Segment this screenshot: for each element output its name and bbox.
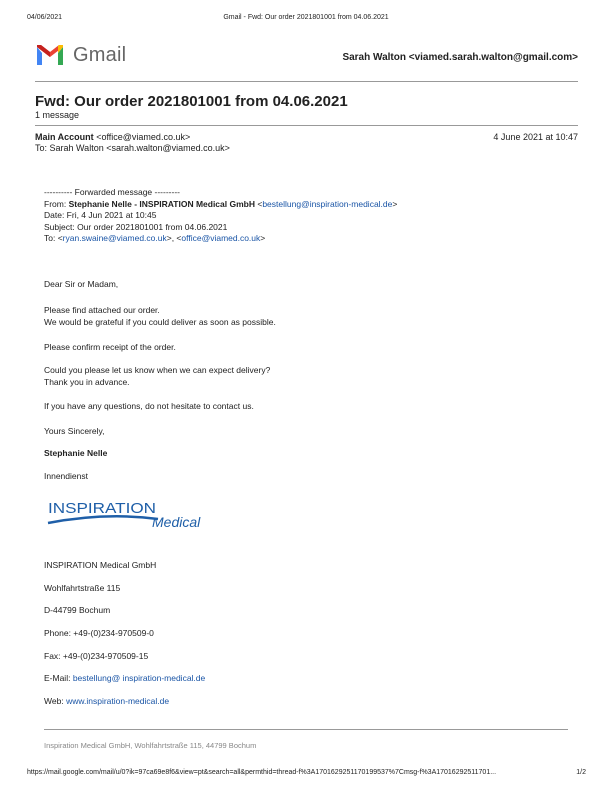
signature-company: INSPIRATION Medical GmbH: [44, 560, 157, 570]
print-date: 04/06/2021: [27, 14, 63, 21]
greeting: Dear Sir or Madam,: [44, 279, 119, 289]
signature-email: [44, 673, 205, 685]
forwarded-to-label: To:: [44, 233, 56, 243]
header-divider: [35, 81, 578, 82]
forwarded-from-name: Stephanie Nelle - INSPIRATION Medical GmbH: [68, 198, 255, 209]
signer-department: Innendienst: [44, 471, 88, 481]
from-email: <office@viamed.co.uk>: [96, 132, 191, 142]
forwarded-block: [44, 187, 397, 245]
signature-email-link[interactable]: bestellung@ inspiration-medical.de: [72, 673, 206, 683]
logo-text-medical: Medical: [152, 514, 201, 530]
gmail-envelope-icon: [35, 44, 65, 67]
inspiration-medical-logo: [46, 498, 202, 534]
account-label: Sarah Walton <viamed.sarah.walton@gmail.com>: [342, 52, 578, 63]
subject-divider: [35, 125, 578, 126]
signature-web-link[interactable]: www.inspiration-medical.de: [66, 696, 170, 706]
message-count: 1 message: [35, 110, 80, 120]
paragraph-3-line-2: Thank you in advance.: [44, 376, 130, 387]
paragraph-2: Please confirm receipt of the order.: [44, 342, 176, 352]
thread-subject: Fwd: Our order 2021801001 from 04.06.2021: [35, 93, 348, 110]
gmail-wordmark: Gmail: [73, 44, 127, 66]
signature-fax: Fax: +49-(0)234-970509-15: [44, 651, 149, 661]
message-date: 4 June 2021 at 10:47: [493, 132, 578, 142]
print-url: https://mail.google.com/mail/u/0?ik=97ca69e8f6&view=pt&search=all&permthid=thread-f%3A1701629251170199537%7Cmsg-f%3A17016292511701...: [27, 769, 497, 776]
inspiration-medical-logo-graphic: [46, 498, 202, 534]
signature-footer: Inspiration Medical GmbH, Wohlfahrtstraße 115, 44799 Bochum: [44, 741, 257, 750]
paragraph-1-line-2: We would be grateful if you could deliver as soon as possible.: [44, 316, 276, 327]
signature-web-label: Web:: [44, 696, 64, 706]
signature-email-label: E-Mail:: [44, 673, 71, 683]
signature-street: Wohlfahrtstraße 115: [44, 583, 121, 593]
print-title: Gmail - Fwd: Our order 2021801001 from 04.06.2021: [223, 14, 389, 21]
closing: Yours Sincerely,: [44, 426, 105, 436]
forwarded-from-email-link[interactable]: bestellung@inspiration-medical.de: [262, 198, 393, 209]
logo-text-inspiration: INSPIRATION: [48, 500, 156, 517]
forwarded-from-label: From:: [44, 198, 67, 209]
signature-phone: Phone: +49-(0)234-970509-0: [44, 628, 154, 638]
forwarded-date: Date: Fri, 4 Jun 2021 at 10:45: [44, 210, 157, 220]
forwarded-to-email-link-2[interactable]: office@viamed.co.uk: [181, 233, 261, 243]
forwarded-from: From: Stephanie Nelle - INSPIRATION Medical GmbH <bestellung@inspiration-medical.de>: [44, 198, 398, 209]
paragraph-3: [44, 365, 270, 388]
signature-city: D-44799 Bochum: [44, 605, 111, 615]
message-to: To: Sarah Walton <sarah.walton@viamed.co.uk>: [35, 143, 230, 153]
paragraph-1: [44, 305, 276, 328]
page-number: 1/2: [576, 769, 586, 776]
from-name: Main Account: [35, 132, 94, 142]
forwarded-to: To: <ryan.swaine@viamed.co.uk>, <office@viamed.co.uk>: [44, 233, 266, 243]
signer-name: Stephanie Nelle: [44, 448, 108, 458]
gmail-logo[interactable]: [35, 44, 126, 67]
forwarded-header: ---------- Forwarded message ---------: [44, 187, 180, 197]
forwarded-to-email-link-1[interactable]: ryan.swaine@viamed.co.uk: [62, 233, 167, 243]
forwarded-subject: Subject: Our order 2021801001 from 04.06.2021: [44, 221, 228, 232]
message-from: [35, 132, 190, 142]
paragraph-3-line-1: Could you please let us know when we can expect delivery?: [44, 365, 271, 375]
signature-web: [44, 696, 169, 708]
paragraph-4: If you have any questions, do not hesitate to contact us.: [44, 401, 254, 411]
signature-divider: [44, 729, 568, 730]
paragraph-1-line-1: Please find attached our order.: [44, 305, 160, 315]
